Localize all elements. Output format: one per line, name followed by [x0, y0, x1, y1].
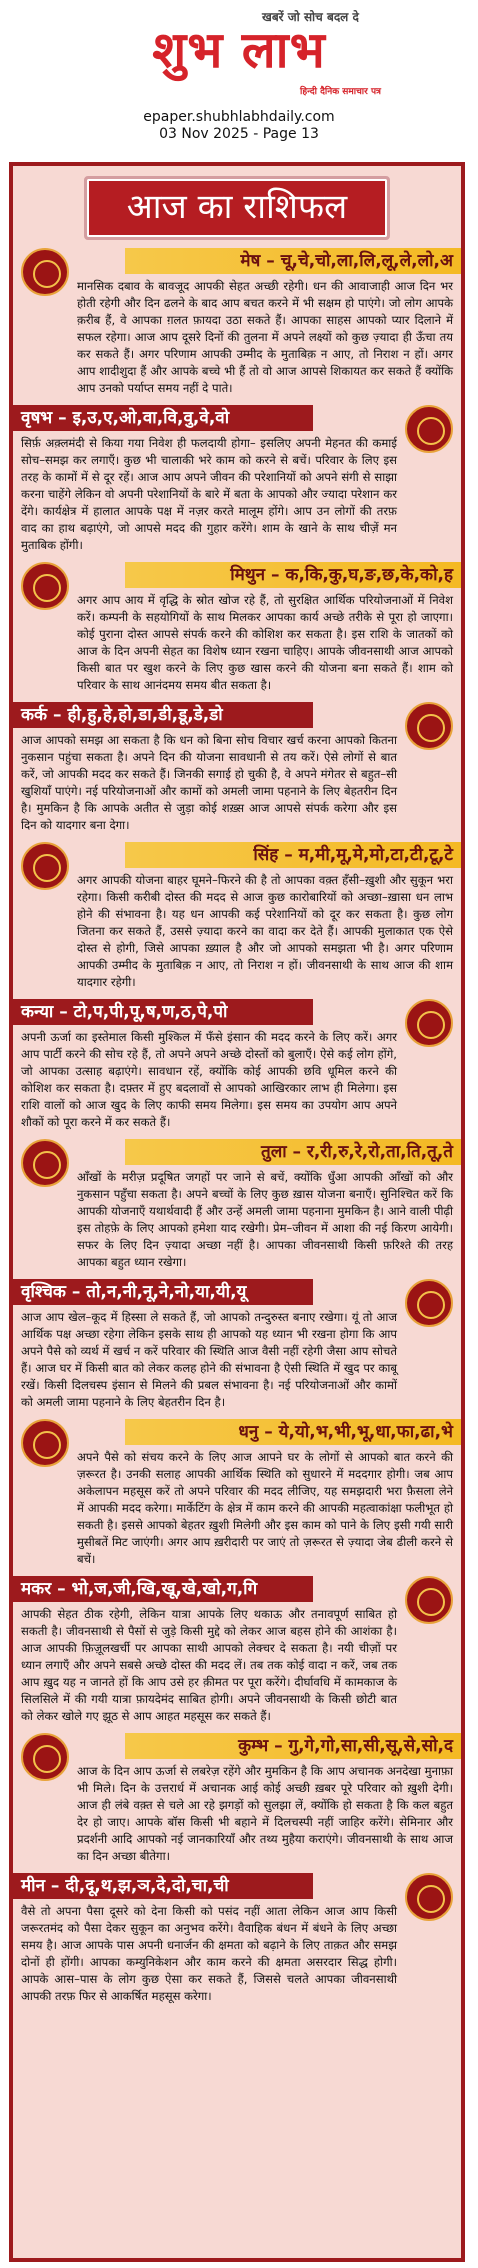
sign-title: कन्या – टो,प,पी,पू,ष,ण,ठ,पे,पो — [13, 999, 313, 1025]
sign-mithun — [13, 562, 461, 694]
sign-dhanu — [13, 1419, 461, 1568]
sign-title: मेष – चू,चे,चो,ला,लि,लू,ले,लो,अ — [125, 248, 461, 274]
date-page: 03 Nov 2025 - Page 13 — [159, 126, 319, 142]
sign-kumbh — [13, 1733, 461, 1865]
cancer-icon — [405, 702, 453, 750]
sign-title: कुम्भ – गु,गे,गो,सा,सी,सू,से,सो,द — [125, 1733, 461, 1759]
sign-title: मीन – दी,दू,थ,झ,ञ,दे,दो,चा,ची — [13, 1873, 313, 1899]
masthead-tagline: खबरें जो सोच बदल दे — [262, 10, 359, 24]
sign-text: अपनी ऊर्जा का इस्तेमाल किसी मुश्किल में फँसे इंसान की मदद करने के लिए करें। अगर आप पार्टी करने की सोच रहे हैं, तो अपने अपने अच्छे दोस्तों को बुलाएँ। ऐसे कई लोग होंगे, जो आपका उत्साह बढ़ाएंगे। सावधान रहें, क्योंकि कोई आपकी छवि धूमिल करने की कोशिश कर सकता है। दफ़्तर में हुए बदलावों से आपको आखिरकार लाभ ही मिलेगा। इस राशि वालों को आज खुद के लिए काफी समय मिलेगा। इस समय का उपयोग आप अपने शौकों को पूरा करने में कर सकते हैं। — [21, 1030, 397, 1129]
horoscope-page — [9, 162, 465, 2262]
sign-text: मानसिक दबाव के बावजूद आपकी सेहत अच्छी रहेगी। धन की आवाजाही आज दिन भर होती रहेगी और दिन ढलने के बाद आप बचत करने में भी सक्षम हो पाएंगे। जो लोग आपके क़रीब हैं, वे आपका ग़लत फ़ायदा उठा सकते हैं। आपका साहस आपको प्यार दिलाने में सफल रहेगा। आज आप दूसरे दिनों की तुलना में अपने लक्ष्यों को कुछ ज़्यादा ही ऊँचा तय कर सकते हैं। अगर परिणाम आपकी उम्मीद के मुताबिक़ न आए, तो निराश न हों। अगर आप शादीशुदा हैं और आपके बच्चे भी हैं तो वो आज आपसे शिकायत कर सकते हैं क्योंकि आप उनको पर्याप्त समय नहीं दे पाते। — [77, 279, 453, 395]
sign-text: सिर्फ़ अक़्लमंदी से किया गया निवेश ही फलदायी होगा– इसलिए अपनी मेहनत की कमाई सोच–समझ कर लगाएँ। कुछ भी चालाकी भरे काम को करने से बचें। परिवार के लिए इस तरह के कामों में से दूर रहें। आज आप अपने जीवन की परेशानियों को अपने संगी से साझा करना चाहेंगे लेकिन वो अपनी परेशानियों के बारे में बता के आपको और ज्यादा परेशान कर देंगे। कार्यक्षेत्र में हालात आपके पक्ष में नज़र करते मालूम होंगे। आप उन लोगों की तरफ़ वाद का हाथ बढ़ाएंगे, जो आपसे मदद की गुहार करेंगे। शाम के खाने के साथ चीज़ें मन मुताबिक होंगी। — [21, 436, 397, 552]
newspaper-logo: शुभ लाभ — [152, 21, 326, 79]
sign-title: वृश्चिक – तो,न,नी,नू,ने,नो,या,यी,यू — [13, 1279, 313, 1305]
sign-text: आज आप खेल–कूद में हिस्सा ले सकते हैं, जो आपको तन्दुरुस्त बनाए रखेगा। यूं तो आज आर्थिक पक्ष अच्छा रहेगा लेकिन इसके साथ ही आपको यह ध्यान भी रखना होगा कि आप अपने पैसे को व्यर्थ में खर्च न करें परिवार की स्थिति आज वैसी नहीं रहेगी जैसा आप सोचते हैं। आज घर में किसी बात को लेकर कलह होने की संभावना है ऐसी स्थिति में खुद पर काबू रखें। किसी दिलचस्प इंसान से मिलने की प्रबल संभावना है। नई परियोजनाओं और कामों को अमली जामा पहनाने के लिए बेहतरीन दिन है। — [21, 1310, 397, 1409]
aquarius-icon — [21, 1733, 69, 1781]
sign-meen — [13, 1873, 461, 2005]
page-title: आज का राशिफल — [84, 176, 390, 240]
gemini-icon — [21, 562, 69, 610]
sign-title: मिथुन – क,कि,कु,घ,ङ,छ,के,को,ह — [125, 562, 461, 588]
sign-vrishchik — [13, 1279, 461, 1411]
sign-title: धनु – ये,यो,भ,भी,भू,धा,फा,ढा,भे — [125, 1419, 461, 1445]
sign-kark — [13, 702, 461, 834]
sign-text: आज आपको समझ आ सकता है कि धन को बिना सोच विचार खर्च करना आपको कितना नुकसान पहुंचा सकता है। अपने दिन की योजना सावधानी से तय करें। ऐसे लोगों से बात करें, जो आपकी मदद कर सकते हैं। जिनकी सगाई हो चुकी है, वे अपने मंगेतर से बहुत–सी खुशियाँ पाएंगे। नई परियोजनाओं और कामों को अमली जामा पहनाने के लिए बेहतरीन दिन है। मुमकिन है कि आपके अतीत से जुड़ा कोई शख़्स आज आपसे संपर्क करेगा और इस दिन को यादगार बना देगा। — [21, 733, 397, 832]
masthead — [0, 0, 478, 142]
sign-title: सिंह – म,मी,मू,मे,मो,टा,टी,टू,टे — [125, 842, 461, 868]
libra-icon — [21, 1139, 69, 1187]
sign-text: आज के दिन आप ऊर्जा से लबरेज़ रहेंगे और मुमकिन है कि आप अचानक अनदेखा मुनाफ़ा भी मिले। दिन के उत्तरार्ध में अचानक आई कोई अच्छी ख़बर पूरे परिवार को ख़ुशी देगी। आज ही लंबे वक़्त से चले आ रहे झगड़ों को सुलझा लें, क्योंकि हो सकता है कि कल बहुत देर हो जाए। आपके बॉस किसी भी बहाने में दिलचस्पी नहीं जाहिर करेंगे। सेमिनार और प्रदर्शनी आदि आपको नई जानकारियाँ और तथ्य मुहैया कराएंगे। जीवनसाथी के साथ आज का दिन अच्छा बीतेगा। — [77, 1764, 453, 1863]
aries-icon — [21, 248, 69, 296]
leo-icon — [21, 842, 69, 890]
source-url: epaper.shubhlabhdaily.com — [143, 109, 335, 125]
sagittarius-icon — [21, 1419, 69, 1467]
sign-mesh — [13, 248, 461, 397]
sign-title: कर्क – ही,हु,हे,हो,डा,डी,डू,डे,डो — [13, 702, 313, 728]
capricorn-icon — [405, 1576, 453, 1624]
masthead-subtag: हिन्दी दैनिक समाचार पत्र — [300, 87, 382, 97]
sign-tula — [13, 1139, 461, 1271]
sign-makar — [13, 1576, 461, 1725]
sign-kanya — [13, 999, 461, 1131]
sign-title: वृषभ – इ,उ,ए,ओ,वा,वि,वु,वे,वो — [13, 405, 313, 431]
sign-text: अगर आप आय में वृद्धि के स्रोत खोज रहे हैं, तो सुरक्षित आर्थिक परियोजनाओं में निवेश करें। कम्पनी के सहयोगियों के साथ मिलकर आपका कार्य अच्छे तरीके से पूरा हो जाएगा। कोई पुराना दोस्त आपसे संपर्क करने की कोशिश कर सकता है। इस राशि के जातकों को आज के दिन अपनी सेहत का विशेष ध्यान रखना चाहिए। आपके जीवनसाथी आज आपको किसी बात पर खुश करने के लिए कुछ खास करने की योजना बना सकते हैं। शाम को परिवार के साथ आनंदमय समय बीत सकता है। — [77, 593, 453, 692]
sign-text: आँखों के मरीज़ प्रदूषित जगहों पर जाने से बचें, क्योंकि धुँआ आपकी आँखों को और नुकसान पहुँचा सकता है। अपने बच्चों के लिए कुछ ख़ास योजना बनाएँ। सुनिश्चित करें कि आपकी योजनाएँ यथार्थवादी हैं और उन्हें अमली जामा पहनाना मुमकिन है। आने वाली पीढ़ी इस तोहफ़े के लिए आपको हमेशा याद रखेगी। प्रेम–जीवन में आशा की नई किरण आयेगी। सफर के लिए दिन ज़्यादा अच्छा नहीं है। आपका जीवनसाथी किसी फ़रिश्ते की तरह आपका बहुत ध्यान रखेगा। — [77, 1170, 453, 1269]
sign-text: अपने पैसे को संचय करने के लिए आज आपने घर के लोगों से आपको बात करने की ज़रूरत है। उनकी सलाह आपकी आर्थिक स्थिति को सुधारने में मददगार होगी। जब आप अकेलापन महसूस करें तो अपने परिवार की मदद लीजिए, यह समझदारी भरा फ़ैसला लेने में आपकी मदद करेगा। मार्केटिंग के क्षेत्र में काम करने की आपकी महत्वाकांक्षा फलीभूत हो सकती है। इससे आपको बेहतर ख़ुशी मिलेगी और इस काम को पाने के लिए इसी गयी सारी मुसीबतें मिट जाएंगी। अगर आप ख़रीदारी पर जाएं तो ज़रूरत से ज़्यादा जेब ढीली करने से बचें। — [77, 1450, 453, 1566]
pisces-icon — [405, 1873, 453, 1921]
sign-title: मकर – भो,ज,जी,खि,खू,खे,खो,ग,गि — [13, 1576, 313, 1602]
scorpio-icon — [405, 1279, 453, 1327]
sign-title: तुला – र,री,रु,रे,रो,ता,ति,तू,ते — [125, 1139, 461, 1165]
sign-text: आपकी सेहत ठीक रहेगी, लेकिन यात्रा आपके लिए थकाऊ और तनावपूर्ण साबित हो सकती है। जीवनसाथी से पैसों से जुड़े किसी मुद्दे को लेकर आज बहस होने की आशंका है। आज आपकी फ़िज़ूलखर्ची पर आपका साथी आपको लेक्चर दे सकता है। नयी चीज़ों पर ध्यान लगाएँ और अपने सबसे अच्छे दोस्त की मदद लें। तब तक कोई वादा न करें, जब तक आप ख़ुद यह न जानते हों कि आप उसे हर क़ीमत पर पूरा करेंगे। दीर्घावधि में कामकाज के सिलसिले में की गयी यात्रा फ़ायदेमंद साबित होगी। अपने जीवनसाथी के किसी छोटी बात को लेकर खोले गए झूठ से आप आहत महसूस कर सकते हैं। — [21, 1607, 397, 1723]
taurus-icon — [405, 405, 453, 453]
sign-text: वैसे तो अपना पैसा दूसरे को देना किसी को पसंद नहीं आता लेकिन आज आप किसी जरूरतमंद को पैसा देकर सुकून का अनुभव करेंगे। वैवाहिक बंधन में बंधने के लिए अच्छा समय है। आज आपके पास अपनी धनार्जन की क्षमता को बढ़ाने के लिए ताक़त और समझ दोनों ही होंगी। आपका कम्युनिकेशन और काम करने की क्षमता असरदार सिद्ध होगी। आपके आस–पास के लोग कुछ ऐसा कर सकते हैं, जिससे चलते आपका जीवनसाथी आपकी तरफ़ फिर से आकर्षित महसूस करेगा। — [21, 1904, 397, 2003]
sign-text: अगर आपकी योजना बाहर घूमने–फिरने की है तो आपका वक़्त हँसी–ख़ुशी और सुकून भरा रहेगा। किसी करीबी दोस्त की मदद से आज कुछ कारोबारियों को अच्छा–ख़ासा धन लाभ होने की संभावना है। यह धन आपकी कई परेशानियों को दूर कर सकता है। कुछ लोग जितना कर सकते हैं, उससे ज़्यादा करने का वादा कर देते हैं। आपकी मुलाकात एक ऐसे दोस्त से होगी, जिसे आपका ख़्याल है और जो आपको समझता भी है। अगर परिणाम आपकी उम्मीद के मुताबिक़ न आए, तो निराश न हों। जीवनसाथी के साथ आज की शाम यादगार रहेगी। — [77, 873, 453, 989]
sign-singh — [13, 842, 461, 991]
sign-vrishabh — [13, 405, 461, 554]
virgo-icon — [405, 999, 453, 1047]
